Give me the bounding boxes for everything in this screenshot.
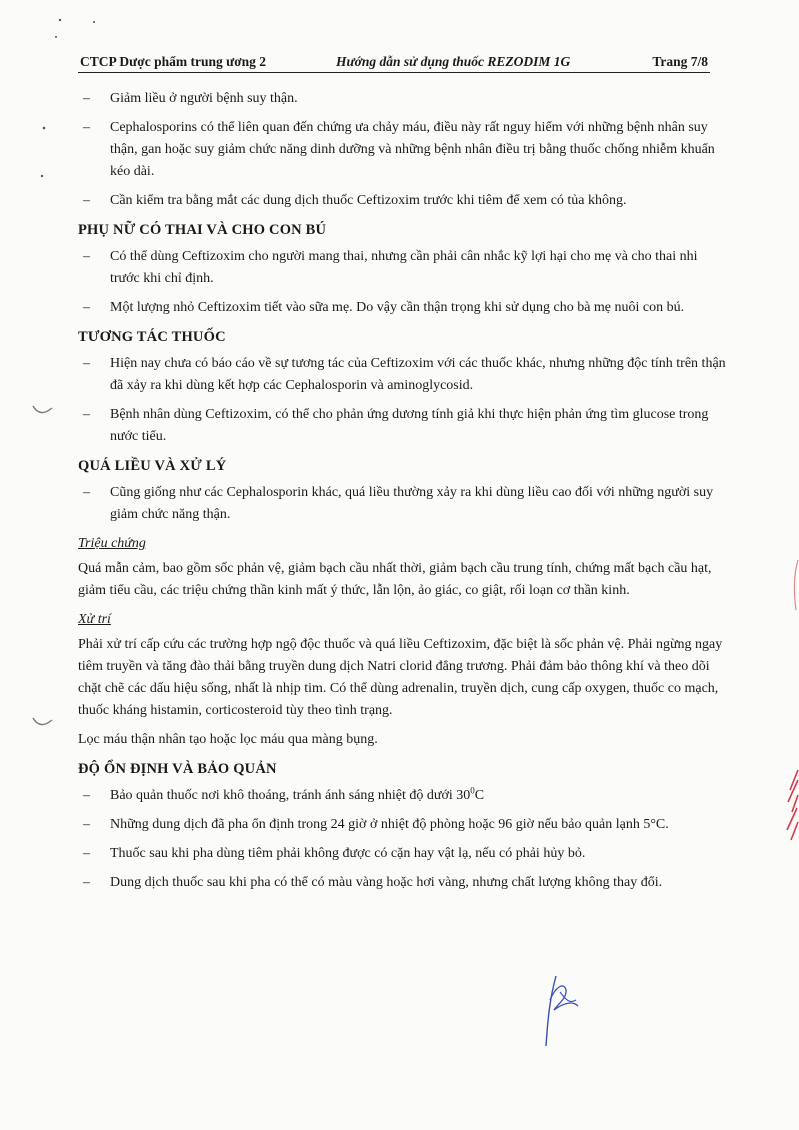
intro-list bbox=[78, 88, 730, 212]
dash-bullet: – bbox=[83, 846, 90, 861]
subheading-treatment: Xử trí bbox=[78, 612, 111, 627]
stamp-edge-fragment bbox=[778, 540, 799, 850]
page-header bbox=[78, 54, 710, 73]
list-item bbox=[78, 246, 730, 290]
list-item bbox=[78, 404, 730, 448]
list-item bbox=[78, 88, 730, 110]
symptoms-paragraph: Quá mẫn cảm, bao gồm sốc phản vệ, giảm bạch cầu nhất thời, giảm bạch cầu trung tính, chứng mất bạch cầu hạt, giảm tiểu cầu, các triệu chứng thần kinh mất ý thức, lẫn lộn, ảo giác, co giật, rối loạn cơ thần kinh. bbox=[78, 561, 712, 598]
list-item bbox=[78, 190, 730, 212]
list-item bbox=[78, 117, 730, 183]
section-heading-interactions: TƯƠNG TÁC THUỐC bbox=[78, 329, 226, 345]
dash-bullet: – bbox=[83, 817, 90, 832]
dash-bullet: – bbox=[83, 407, 90, 422]
list-item-text: Thuốc sau khi pha dùng tiêm phải không được có cặn hay vật lạ, nếu có phải hủy bỏ. bbox=[110, 846, 586, 861]
list-item-text: Có thể dùng Ceftizoxim cho người mang thai, nhưng cần phải cân nhắc kỹ lợi hại cho mẹ và cho thai nhi trước khi chỉ định. bbox=[110, 249, 698, 286]
list-item bbox=[78, 785, 730, 807]
handwritten-signature bbox=[536, 970, 586, 1050]
section-heading-storage: ĐỘ ỔN ĐỊNH VÀ BẢO QUẢN bbox=[78, 761, 277, 777]
list-item-text: Những dung dịch đã pha ổn định trong 24 giờ ở nhiệt độ phòng hoặc 96 giờ nếu bảo quản lạnh 5°C. bbox=[110, 817, 669, 832]
dash-bullet: – bbox=[83, 875, 90, 890]
list-item-text bbox=[110, 785, 485, 803]
storage-temperature-text: Bảo quản thuốc nơi khô thoáng, tránh ánh sáng nhiệt độ dưới 30 bbox=[110, 788, 471, 803]
dash-bullet: – bbox=[83, 300, 90, 315]
degree-superscript: 0 bbox=[470, 785, 475, 796]
list-item-text: Bệnh nhân dùng Ceftizoxim, có thể cho phản ứng dương tính giả khi thực hiện phản ứng tìm glucose trong nước tiểu. bbox=[110, 407, 709, 444]
list-item-text: Một lượng nhỏ Ceftizoxim tiết vào sữa mẹ. Do vậy cần thận trọng khi sử dụng cho bà mẹ nuôi con bú. bbox=[110, 300, 685, 315]
scan-speck-marks bbox=[0, 0, 110, 200]
list-item bbox=[78, 297, 730, 319]
list-item bbox=[78, 872, 730, 894]
list-item-text: Cũng giống như các Cephalosporin khác, quá liều thường xảy ra khi dùng liều cao đối với những người suy giảm chức năng thận. bbox=[110, 485, 714, 522]
section-heading-pregnancy: PHỤ NỮ CÓ THAI VÀ CHO CON BÚ bbox=[78, 222, 327, 238]
section-heading-overdose: QUÁ LIỀU VÀ XỬ LÝ bbox=[78, 458, 227, 474]
subheading-symptoms: Triệu chứng bbox=[78, 536, 146, 551]
list-item bbox=[78, 482, 730, 526]
list-item-text: Hiện nay chưa có báo cáo về sự tương tác của Ceftizoxim với các thuốc khác, nhưng những độc tính trên thận đã xảy ra khi dùng kết hợp các Cephalosporin và aminoglycosid. bbox=[110, 356, 726, 393]
list-item-text: Cephalosporins có thể liên quan đến chứng ưa chảy máu, điều này rất nguy hiểm với những bệnh nhân suy thận, gan hoặc suy giảm chức năng dinh dưỡng và những bệnh nhân điều trị bằng thuốc chống nhiễm khuẩn kéo dài. bbox=[110, 120, 715, 179]
temperature-unit: C bbox=[474, 788, 485, 803]
dash-bullet: – bbox=[83, 485, 90, 500]
list-item bbox=[78, 814, 730, 836]
dash-bullet: – bbox=[83, 193, 90, 208]
treatment-paragraph: Phải xử trí cấp cứu các trường hợp ngộ độc thuốc và quá liều Ceftizoxim, đặc biệt là sốc phản vệ. Phải ngừng ngay tiêm truyền và tăng đào thải bằng truyền dung dịch Natri clorid đẳng trương. Phải đảm bảo thông khí và theo dõi chặt chẽ các dấu hiệu sống, nhất là nhịp tim. Có thể dùng adrenalin, truyền dịch, cung cấp oxygen, thuốc co mạch, thuốc kháng histamin, corticosteroid tùy theo tình trạng. bbox=[78, 637, 723, 718]
punch-hole-mark bbox=[30, 400, 56, 422]
header-page-number: Trang 7/8 bbox=[652, 54, 708, 69]
document-body bbox=[78, 88, 730, 901]
dash-bullet: – bbox=[83, 356, 90, 371]
punch-hole-mark bbox=[30, 712, 56, 734]
dialysis-paragraph: Lọc máu thận nhân tạo hoặc lọc máu qua màng bụng. bbox=[78, 732, 378, 747]
list-item bbox=[78, 353, 730, 397]
dash-bullet: – bbox=[83, 91, 90, 106]
dash-bullet: – bbox=[83, 249, 90, 264]
dash-bullet: – bbox=[83, 120, 90, 135]
header-company: CTCP Dược phẩm trung ương 2 bbox=[80, 54, 267, 69]
header-document-title: Hướng dẫn sử dụng thuốc REZODIM 1G bbox=[336, 54, 571, 69]
list-item bbox=[78, 843, 730, 865]
list-item-text: Cần kiểm tra bằng mắt các dung dịch thuốc Ceftizoxim trước khi tiêm để xem có tủa không. bbox=[110, 193, 627, 208]
dash-bullet: – bbox=[83, 788, 90, 803]
list-item-text: Giảm liều ở người bệnh suy thận. bbox=[110, 91, 298, 106]
list-item-text: Dung dịch thuốc sau khi pha có thể có màu vàng hoặc hơi vàng, nhưng chất lượng không thay đổi. bbox=[110, 875, 663, 890]
